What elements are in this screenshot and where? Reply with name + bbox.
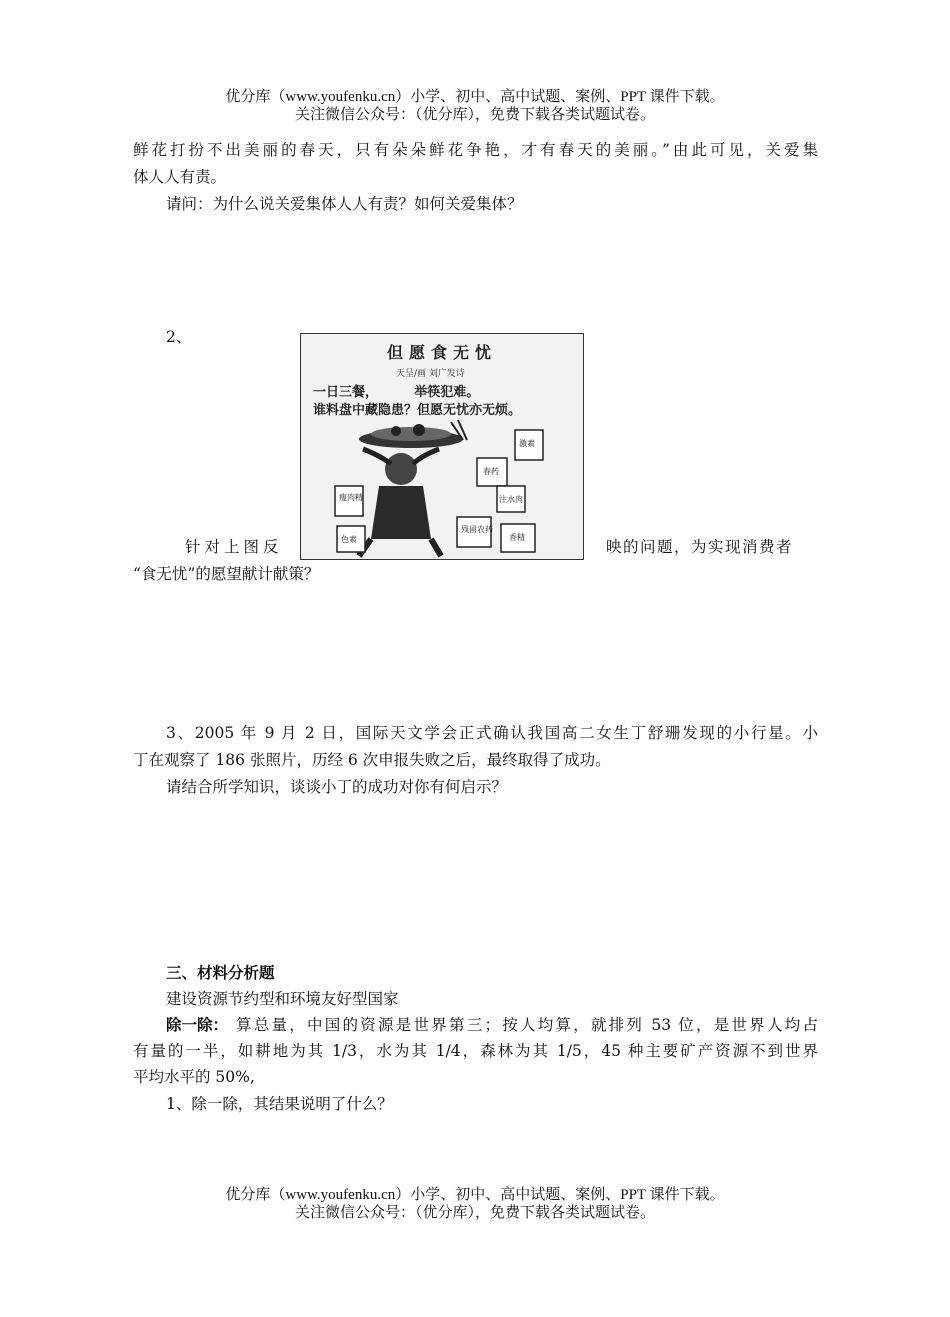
cartoon-box-label: 激素: [519, 439, 535, 448]
material-paragraph-line1: 算总量，中国的资源是世界第三；按人均算，就排列 53 位，是世界人均占: [236, 1016, 818, 1034]
cartoon-box-label: 色素: [341, 535, 357, 544]
cartoon-poem-line2: 谁料盘中藏隐患？但愿无忧亦无烦。: [313, 403, 522, 418]
section-heading: 三、材料分析题: [166, 963, 275, 982]
cartoon-box-label: 瘦肉精: [339, 493, 363, 502]
page-footer-line1: 优分库（www.youfenku.cn）小学、初中、高中试题、案例、PPT 课件下载。: [225, 1187, 725, 1203]
material-paragraph-line3: 平均水平的 50%,: [133, 1068, 255, 1086]
section-question-1: 1、除一除，其结果说明了什么？: [166, 1095, 393, 1113]
food-safety-cartoon: [300, 333, 584, 560]
q2-number: 2、: [166, 328, 192, 346]
material-paragraph-line2: 有量的一半，如耕地为其 1/3，水为其 1/4，森林为其 1/5，45 种主要矿产资源不到世界: [133, 1042, 818, 1060]
section-subtitle: 建设资源节约型和环境友好型国家: [166, 990, 399, 1008]
cartoon-box-label: 注水肉: [499, 495, 523, 504]
q3-line2: 丁在观察了 186 张照片，历经 6 次申报失败之后，最终取得了成功。: [133, 751, 611, 769]
q2-text-right: 映的问题，为实现消费者: [606, 538, 794, 556]
cartoon-box-label: 残留农药: [461, 525, 493, 534]
q1-continued-line2: 体人人有责。: [133, 168, 227, 186]
page-header-line2: 关注微信公众号：（优分库），免费下载各类试题试卷。: [294, 107, 655, 123]
page-header-line1: 优分库（www.youfenku.cn）小学、初中、高中试题、案例、PPT 课件下载。: [225, 89, 725, 105]
material-lead: 除一除：: [166, 1015, 229, 1034]
cartoon-title: 但愿食无忧: [386, 343, 498, 362]
q1-question: 请问：为什么说关爱集体人人有责？如何关爱集体？: [166, 195, 523, 213]
cartoon-box-label: 春药: [483, 467, 499, 476]
cartoon-poem-line1: 一日三餐， 举筷犯难。: [313, 385, 480, 400]
q2-text-left: 针对上图反: [185, 538, 283, 556]
cartoon-box-label: 香精: [509, 533, 525, 542]
q2-text-line2: “食无忧”的愿望献计献策？: [133, 565, 320, 583]
q3-line1: 3、2005 年 9 月 2 日，国际天文学会正式确认我国高二女生丁舒珊发现的小行星。小: [166, 724, 818, 742]
q1-continued-line1: 鲜花打扮不出美丽的春天，只有朵朵鲜花争艳，才有春天的美丽。”由此可见，关爱集: [133, 141, 818, 159]
q3-question: 请结合所学知识，谈谈小丁的成功对你有何启示？: [166, 778, 508, 796]
page-footer-line2: 关注微信公众号：（优分库），免费下载各类试题试卷。: [294, 1205, 655, 1221]
cartoon-byline: 天呈/画 刘广发诗: [396, 369, 465, 379]
